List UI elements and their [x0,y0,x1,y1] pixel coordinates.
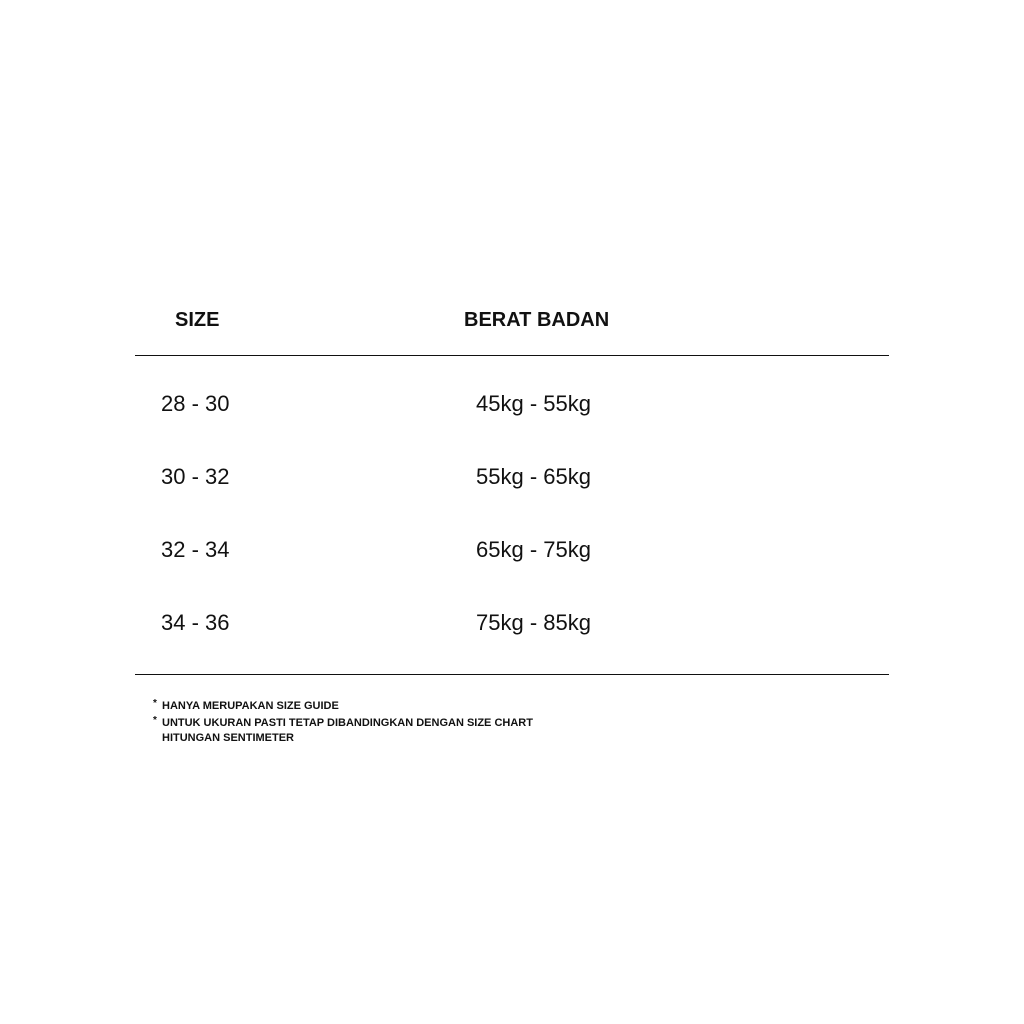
berat-badan-cell: 45kg - 55kg [476,391,591,416]
size-cell: 34 - 36 [161,610,230,635]
table-row [135,463,889,536]
header-berat-badan: BERAT BADAN [464,309,610,331]
berat-badan-cell: 75kg - 85kg [476,610,591,635]
footer-divider [135,674,889,675]
asterisk-icon: * [153,698,157,709]
note-text: UNTUK UKURAN PASTI TETAP DIBANDINGKAN DENGAN SIZE CHART [162,717,533,729]
berat-badan-cell: 65kg - 75kg [476,537,591,562]
size-guide-table [135,0,889,1024]
table-row [135,536,889,609]
table-body [135,390,889,682]
note-item [153,699,753,714]
berat-badan-cell: 55kg - 65kg [476,464,591,489]
size-cell: 28 - 30 [161,391,230,416]
note-text: HANYA MERUPAKAN SIZE GUIDE [162,700,339,712]
table-row [135,609,889,682]
header-divider [135,355,889,356]
note-item [153,716,753,746]
size-guide-notes [153,699,753,748]
note-text: HITUNGAN SENTIMETER [162,732,294,744]
header-size: SIZE [175,309,220,331]
size-cell: 30 - 32 [161,464,230,489]
size-cell: 32 - 34 [161,537,230,562]
asterisk-icon: * [153,715,157,726]
table-row [135,390,889,463]
